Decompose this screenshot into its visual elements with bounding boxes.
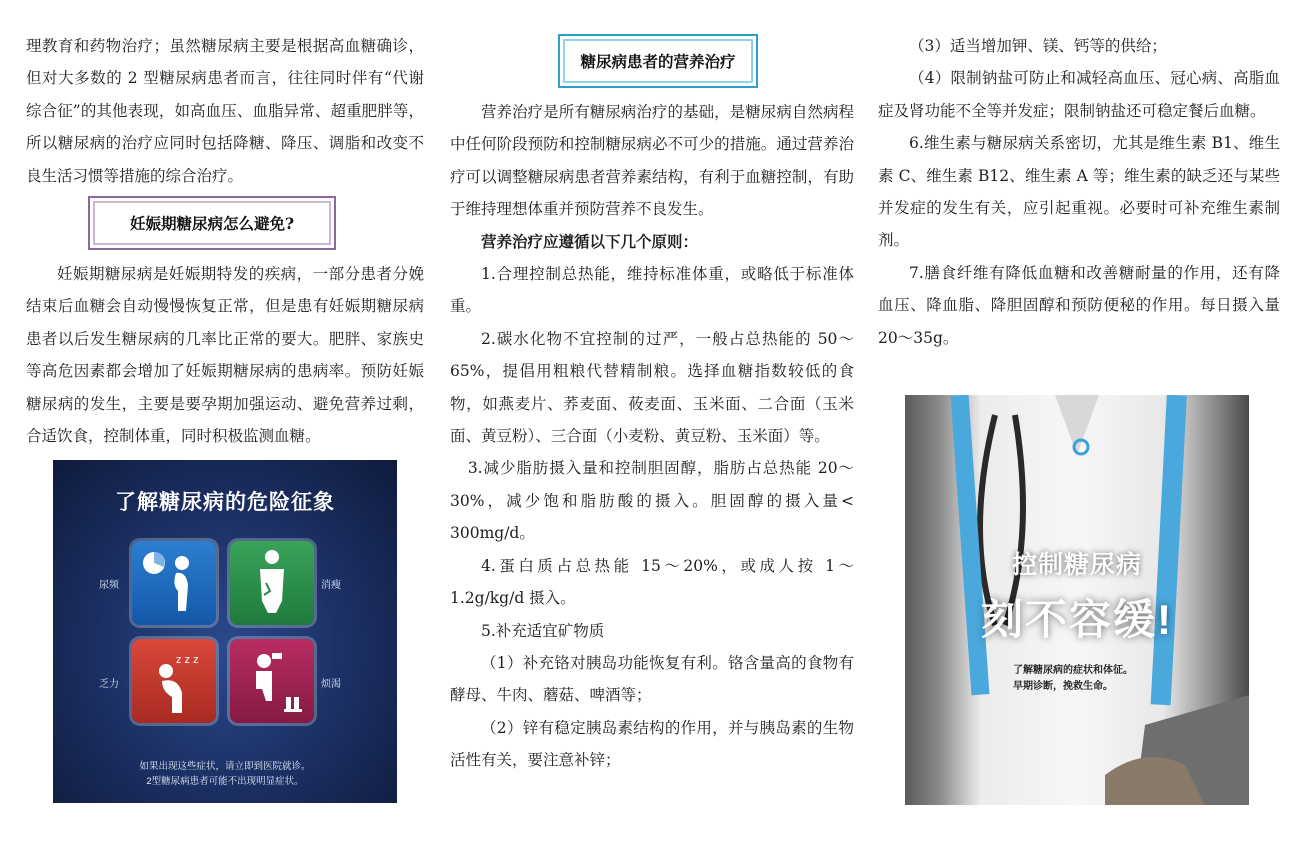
principle-5-2: （2）锌有稳定胰岛素结构的作用，并与胰岛素的生物活性有关，要注意补锌； bbox=[450, 718, 854, 770]
fatigue-icon bbox=[132, 639, 216, 723]
column-left bbox=[26, 30, 424, 192]
principle-5-4: （4）限制钠盐可防止和减轻高血压、冠心病、高脂血症及肾功能不全等并发症；限制钠盐还可稳定餐后血糖。 bbox=[878, 69, 1280, 120]
excessive-thirst-tile bbox=[230, 639, 314, 723]
weight-loss-tile bbox=[230, 541, 314, 625]
campaign-line3: 了解糖尿病的症状和体征。 bbox=[1013, 665, 1133, 676]
paragraph-nutrition-intro: 营养治疗是所有糖尿病治疗的基础，是糖尿病自然病程中任何阶段预防和控制糖尿病必不可少的措施。通过营养治疗可以调整糖尿病患者营养素结构，有利于血糖控制，有助于维持理想体重并预防营养不良发生。 bbox=[450, 103, 854, 219]
label-fatigue: 乏力 bbox=[99, 679, 119, 690]
principle-5-3: （3）适当增加钾、镁、钙等的供给； bbox=[909, 37, 1167, 55]
principle-2: 2.碳水化物不宜控制的过严，一般占总热能的 50～65%，提倡用粗粮代替精制粮。选择血糖指数较低的食物，如燕麦片、荞麦面、莜麦面、玉米面、二合面（玉米面、黄豆粉）、三合面（小麦粉、黄豆粉、玉米面）等。 bbox=[450, 329, 854, 446]
symptoms-footer-line2: 2型糖尿病患者可能不出现明显症状。 bbox=[146, 776, 304, 787]
column-right bbox=[878, 30, 1280, 354]
label-weight-loss: 消瘦 bbox=[321, 580, 341, 591]
campaign-line1: 控制糖尿病 bbox=[1011, 551, 1142, 579]
principle-4: 4.蛋白质占总热能 15～20%，或成人按 1～ 1.2g/kg/d 摄入。 bbox=[450, 556, 854, 608]
heading-gestational-diabetes: 妊娠期糖尿病怎么避免? bbox=[88, 196, 336, 250]
urination-icon bbox=[132, 541, 216, 625]
fatigue-tile bbox=[132, 639, 216, 723]
weight-loss-icon bbox=[230, 541, 314, 625]
symptoms-title: 了解糖尿病的危险征象 bbox=[115, 491, 335, 514]
principle-5: 5.补充适宜矿物质 bbox=[481, 621, 605, 640]
label-frequent-urination: 尿频 bbox=[99, 580, 119, 591]
doctor-campaign-image bbox=[905, 395, 1249, 805]
principle-6: 6.维生素与糖尿病关系密切，尤其是维生素 B1、维生素 C、维生素 B12、维生素 A 等；维生素的缺乏还与某些并发症的发生有关，应引起重视。必要时可补充维生素制剂。 bbox=[878, 134, 1280, 250]
campaign-line2: 刻不容缓! bbox=[981, 596, 1173, 643]
label-thirst: 烦渴 bbox=[321, 679, 341, 690]
principle-3: 3.减少脂肪摄入量和控制胆固醇，脂肪占总热能 20～30%，减少饱和脂肪酸的摄入。胆固醇的摄入量< 300mg/d。 bbox=[450, 459, 854, 543]
heading-nutrition-therapy: 糖尿病患者的营养治疗 bbox=[558, 34, 758, 88]
symptoms-footer-line1: 如果出现这些症状，请立即到医院就诊。 bbox=[139, 761, 311, 772]
diabetes-symptoms-image bbox=[53, 460, 397, 803]
principle-5-1: （1）补充铬对胰岛功能恢复有利。铬含量高的食物有酵母、牛肉、蘑菇、啤酒等； bbox=[450, 653, 854, 705]
principle-7: 7.膳食纤维有降低血糖和改善糖耐量的作用，还有降血压、降血脂、降胆固醇和预防便秘的作用。每日摄入量 20～35g。 bbox=[878, 263, 1280, 347]
thirst-icon bbox=[230, 639, 314, 723]
column-left-lower bbox=[26, 258, 424, 452]
campaign-line4: 早期诊断，挽救生命。 bbox=[1013, 681, 1113, 692]
principle-1: 1.合理控制总热能，维持标准体重，或略低于标准体重。 bbox=[450, 265, 854, 316]
paragraph-treatment: 理教育和药物治疗；虽然糖尿病主要是根据高血糖确诊，但对大多数的 2 型糖尿病患者而言，往往同时伴有“代谢综合征”的其他表现，如高血压、血脂异常、超重肥胖等，所以糖尿病的治疗应同时包括降糖、降压、调脂和改变不良生活习惯等措施的综合治疗。 bbox=[26, 37, 424, 185]
paragraph-principles: 营养治疗应遵循以下几个原则： bbox=[481, 231, 699, 251]
zzz-label: z z z bbox=[176, 654, 199, 666]
paragraph-gestational: 妊娠期糖尿病是妊娠期特发的疾病，一部分患者分娩结束后血糖会自动慢慢恢复正常，但是患有妊娠期糖尿病患者以后发生糖尿病的几率比正常的要大。肥胖、家族史等高危因素都会增加了妊娠期糖尿病的患病率。预防妊娠糖尿病的发生，主要是要孕期加强运动、避免营养过剩，合适饮食，控制体重，同时积极监测血糖。 bbox=[26, 265, 424, 446]
column-middle bbox=[450, 96, 854, 777]
frequent-urination-tile bbox=[132, 541, 216, 625]
